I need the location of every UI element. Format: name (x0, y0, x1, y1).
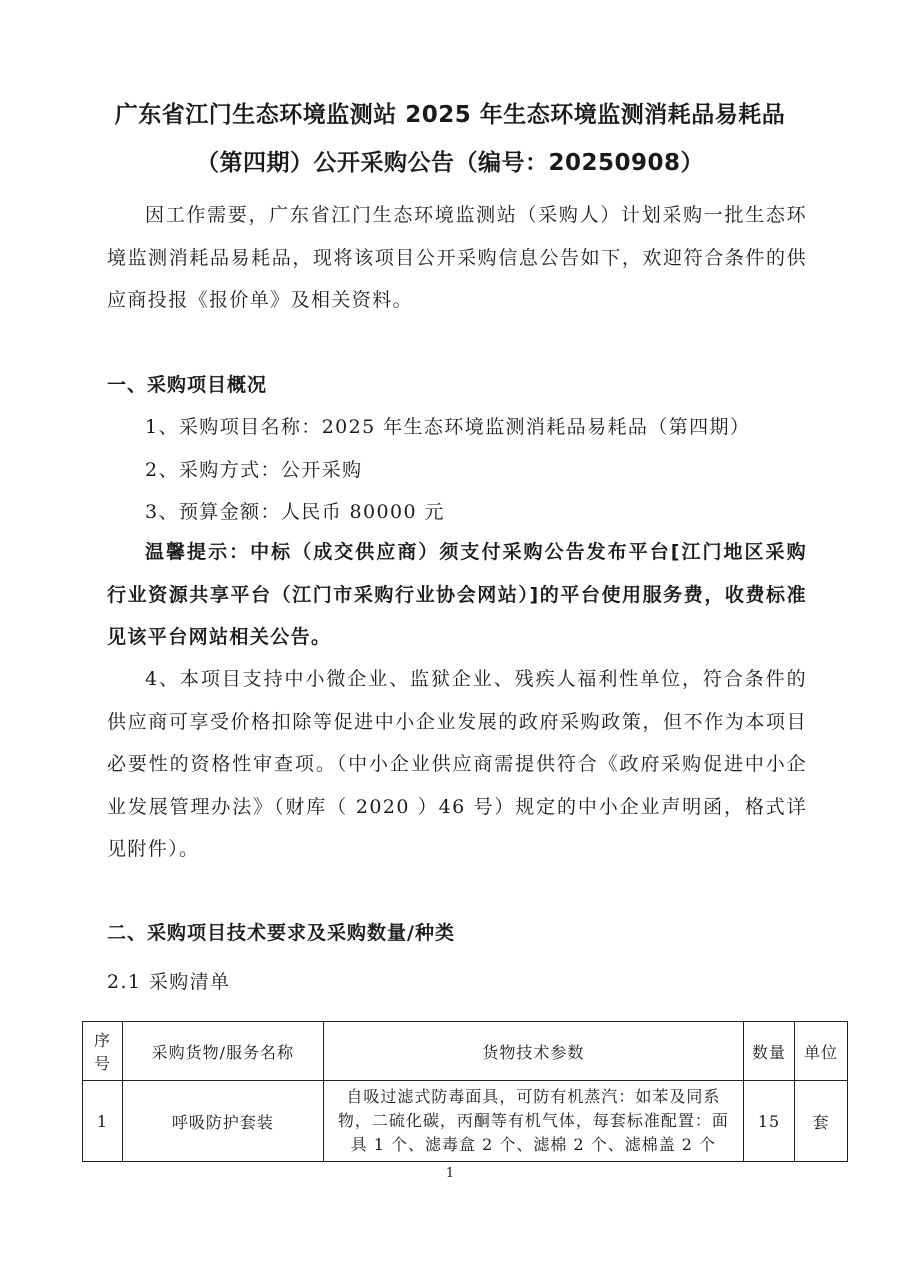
section2-heading: 二、采购项目技术要求及采购数量/种类 (107, 922, 455, 944)
table-row (83, 1081, 848, 1162)
col-header-qty: 数量 (744, 1022, 795, 1081)
subsection-purchase-list: 2.1 采购清单 (107, 971, 231, 993)
item-sme-policy: 4、本项目支持中小微企业、监狱企业、残疾人福利性单位，符合条件的供应商可享受价格扣除等促进中小企业发展的政府采购政策，但不作为本项目必要性的资格性审查项。（中小企业供应商需提供符合《政府采购促进中小企业发展管理办法》（财库（ 2020 ）46 号）规定的中小企业声明函，格式详见附件）。 (107, 668, 807, 860)
intro-paragraph: 因工作需要，广东省江门生态环境监测站（采购人）计划采购一批生态环境监测消耗品易耗品，现将该项目公开采购信息公告如下，欢迎符合条件的供应商投报《报价单》及相关资料。 (107, 204, 807, 311)
cell-params: 自吸过滤式防毒面具，可防有机蒸汽：如苯及同系物，二硫化碳，丙酮等有机气体，每套标准配置：面具 1 个、滤毒盒 2 个、滤棉 2 个、滤棉盖 2 个 (323, 1081, 743, 1162)
col-header-name: 采购货物/服务名称 (122, 1022, 323, 1081)
document-title-line2: （第四期）公开采购公告（编号：20250908） (195, 150, 705, 176)
cell-qty: 15 (744, 1081, 795, 1162)
col-header-unit: 单位 (795, 1022, 848, 1081)
cell-unit: 套 (795, 1081, 848, 1162)
item-purchase-method: 2、采购方式：公开采购 (145, 459, 363, 481)
item-budget: 3、预算金额：人民币 80000 元 (145, 501, 445, 523)
col-header-no: 序号 (83, 1022, 123, 1081)
document-title-line1: 广东省江门生态环境监测站 2025 年生态环境监测消耗品易耗品 (114, 102, 786, 128)
section1-heading: 一、采购项目概况 (107, 374, 268, 396)
cell-no: 1 (83, 1081, 123, 1162)
purchase-table (82, 1021, 848, 1162)
warm-notice: 温馨提示：中标（成交供应商）须支付采购公告发布平台[江门地区采购行业资源共享平台（江门市采购行业协会网站）]的平台使用服务费，收费标准见该平台网站相关公告。 (107, 541, 807, 648)
table-header-row (83, 1022, 848, 1081)
page-number: 1 (445, 1166, 455, 1181)
col-header-params: 货物技术参数 (323, 1022, 743, 1081)
cell-name: 呼吸防护套装 (122, 1081, 323, 1162)
item-project-name: 1、采购项目名称：2025 年生态环境监测消耗品易耗品（第四期） (145, 416, 751, 438)
